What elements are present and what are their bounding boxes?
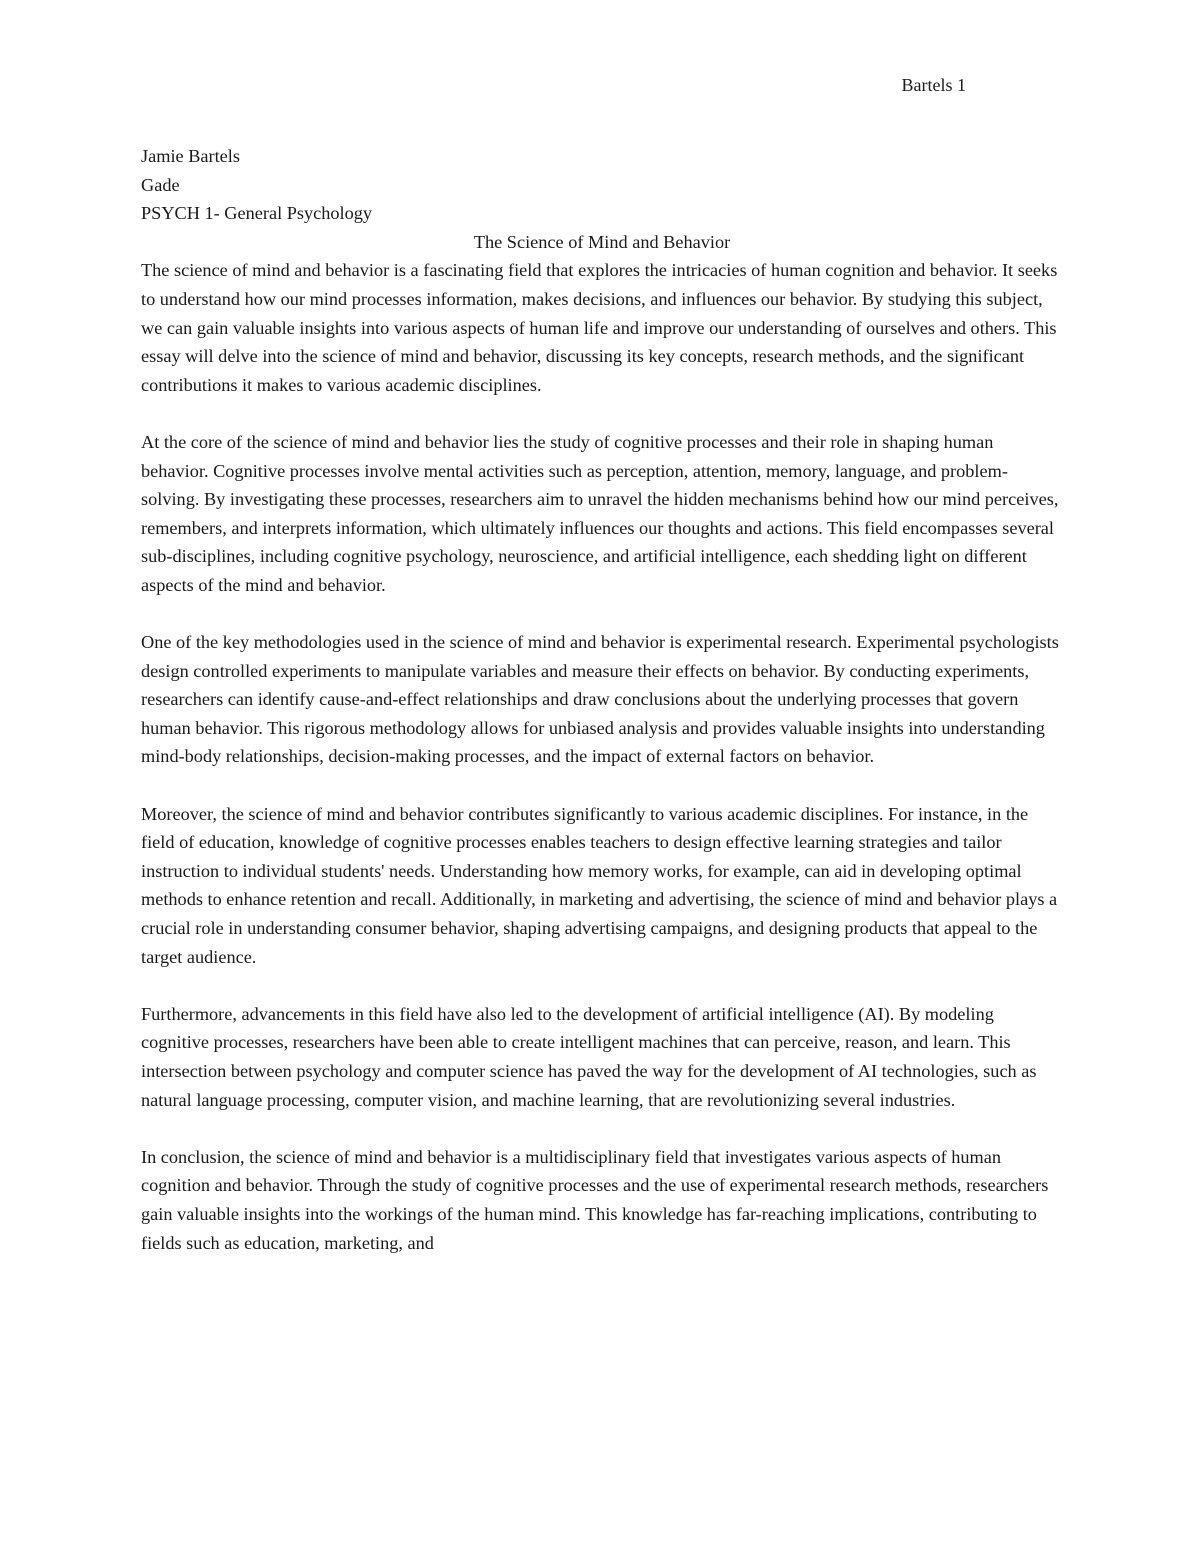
- essay-body: [141, 142, 1063, 1257]
- paragraph-1: The science of mind and behavior is a fascinating field that explores the intricacies of human cognition and behavior. It seeks to understand how our mind processes information, makes decisions, and influences our behavior. By studying this subject, we can gain valuable insights into various aspects of human life and improve our understanding of ourselves and others. This essay will delve into the science of mind and behavior, discussing its key concepts, research methods, and the significant contributions it makes to various academic disciplines.: [141, 260, 1058, 395]
- student-name: Jamie Bartels: [141, 146, 240, 166]
- paragraph-3: One of the key methodologies used in the science of mind and behavior is experimental research. Experimental psychologists design controlled experiments to manipulate variables and measure their effects on behavior. By conducting experiments, researchers can identify cause-and-effect relationships and draw conclusions about the underlying processes that govern human behavior. This rigorous methodology allows for unbiased analysis and provides valuable insights into understanding mind-body relationships, decision-making processes, and the impact of external factors on behavior.: [141, 632, 1059, 767]
- running-head: Bartels 1: [901, 75, 966, 95]
- essay-title: The Science of Mind and Behavior: [473, 231, 731, 252]
- instructor-name: Gade: [141, 174, 180, 195]
- course-name: PSYCH 1- General Psychology: [141, 203, 373, 224]
- paragraph-2: At the core of the science of mind and behavior lies the study of cognitive processes and their role in shaping human behavior. Cognitive processes involve mental activities such as perception, attention, memory, language, and problem-solving. By investigating these processes, researchers aim to unravel the hidden mechanisms behind how our mind perceives, remembers, and interprets information, which ultimately influences our thoughts and actions. This field encompasses several sub-disciplines, including cognitive psychology, neuroscience, and artificial intelligence, each shedding light on different aspects of the mind and behavior.: [141, 431, 1059, 595]
- paragraph-5: Furthermore, advancements in this field have also led to the development of artificial intelligence (AI). By modeling cognitive processes, researchers have been able to create intelligent machines that can perceive, reason, and learn. This intersection between psychology and computer science has paved the way for the development of AI technologies, such as natural language processing, computer vision, and machine learning, that are revolutionizing several industries.: [141, 1003, 1037, 1110]
- paragraph-4: Moreover, the science of mind and behavior contributes significantly to various academic disciplines. For instance, in the field of education, knowledge of cognitive processes enables teachers to design effective learning strategies and tailor instruction to individual students' needs. Understanding how memory works, for example, can aid in developing optimal methods to enhance retention and recall. Additionally, in marketing and advertising, the science of mind and behavior plays a crucial role in understanding consumer behavior, shaping advertising campaigns, and designing products that appeal to the target audience.: [141, 803, 1058, 967]
- paragraph-6: In conclusion, the science of mind and behavior is a multidisciplinary field that investigates various aspects of human cognition and behavior. Through the study of cognitive processes and the use of experimental research methods, researchers gain valuable insights into the workings of the human mind. This knowledge has far-reaching implications, contributing to fields such as education, marketing, and: [141, 1146, 1049, 1253]
